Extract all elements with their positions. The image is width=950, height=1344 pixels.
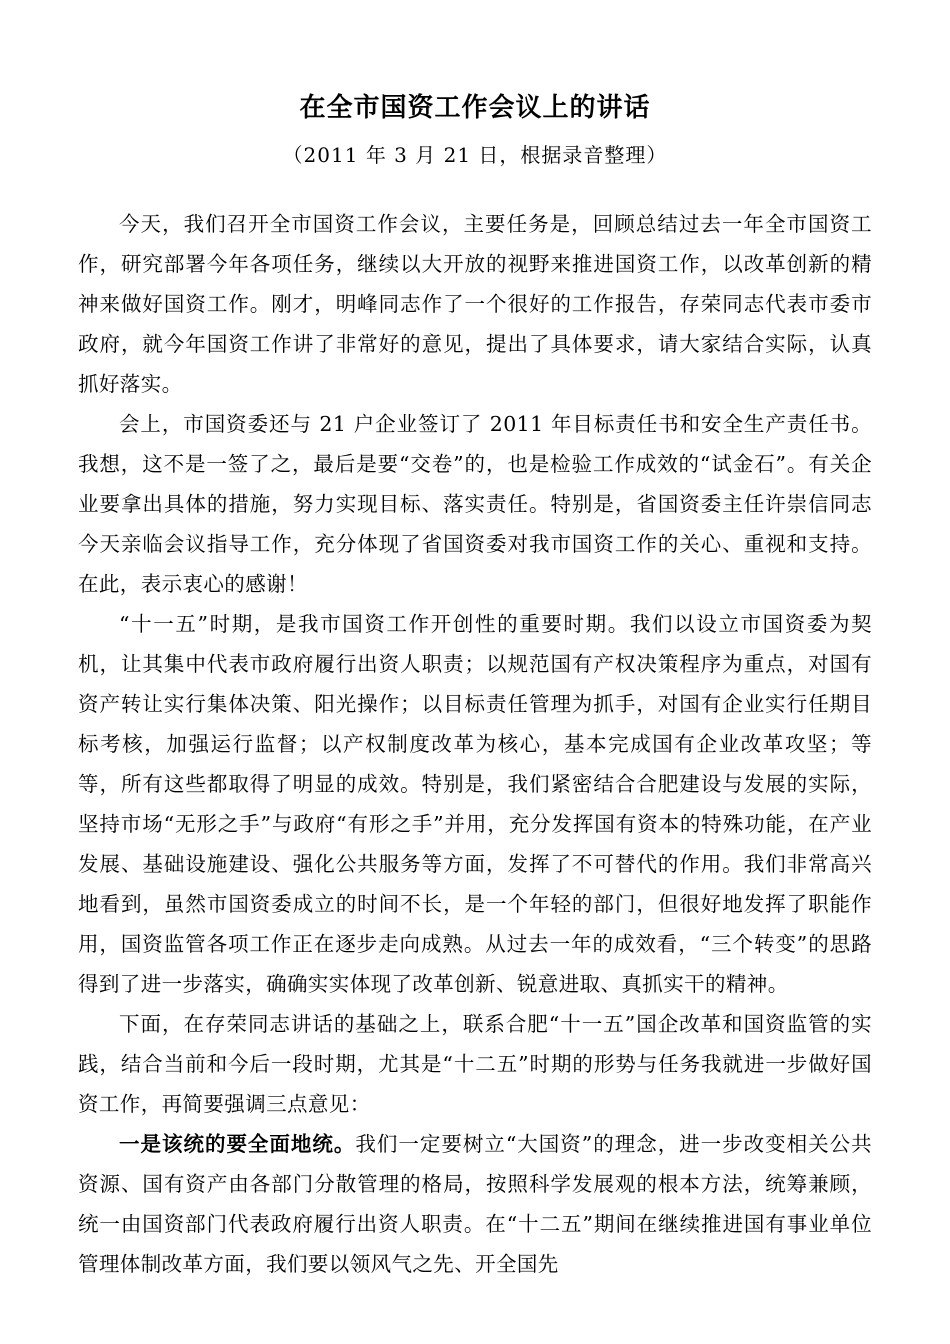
paragraph-text: 我们一定要树立“大国资”的理念，进一步改变相关公共资源、国有资产由各部门分散管理的格局，按照科学发展观的根本方法，统筹兼顾，统一由国资部门代表政府履行出资人职责。在“十二五”期间在继续推进国有事业单位管理体制改革方面，我们要以领风气之先、开全国先 bbox=[78, 1132, 872, 1277]
paragraph-text: 会上，市国资委还与 21 户企业签订了 2011 年目标责任书和安全生产责任书。我想，这不是一签了之，最后是要“交卷”的，也是检验工作成效的“试金石”。有关企业要拿出具体的措施，努力实现目标、落实责任。特别是，省国资委主任许崇信同志今天亲临会议指导工作，充分体现了省国资委对我市国资工作的关心、重视和支持。在此，表示衷心的感谢！ bbox=[78, 412, 872, 597]
paragraph-lead: 一是该统的要全面地统。 bbox=[119, 1132, 356, 1157]
paragraph-5 bbox=[78, 1124, 872, 1284]
paragraph-text: “十一五”时期，是我市国资工作开创性的重要时期。我们以设立市国资委为契机，让其集中代表市政府履行出资人职责；以规范国有产权决策程序为重点，对国有资产转让实行集体决策、阳光操作；以目标责任管理为抓手，对国有企业实行任期目标考核，加强运行监督；以产权制度改革为核心，基本完成国有企业改革攻坚；等等，所有这些都取得了明显的成效。特别是，我们紧密结合合肥建设与发展的实际，坚持市场“无形之手”与政府“有形之手”并用，充分发挥国有资本的特殊功能，在产业发展、基础设施建设、强化公共服务等方面，发挥了不可替代的作用。我们非常高兴地看到，虽然市国资委成立的时间不长，是一个年轻的部门，但很好地发挥了职能作用，国资监管各项工作正在逐步走向成熟。从过去一年的成效看，“三个转变”的思路得到了进一步落实，确确实实体现了改革创新、锐意进取、真抓实干的精神。 bbox=[78, 612, 872, 997]
paragraph-3 bbox=[78, 604, 872, 1004]
paragraph-text: 今天，我们召开全市国资工作会议，主要任务是，回顾总结过去一年全市国资工作，研究部署今年各项任务，继续以大开放的视野来推进国资工作，以改革创新的精神来做好国资工作。刚才，明峰同志作了一个很好的工作报告，存荣同志代表市委市政府，就今年国资工作讲了非常好的意见，提出了具体要求，请大家结合实际，认真抓好落实。 bbox=[78, 212, 872, 397]
document-subtitle: （2011 年 3 月 21 日，根据录音整理） bbox=[282, 143, 668, 168]
document-body bbox=[78, 204, 872, 1284]
paragraph-2 bbox=[78, 404, 872, 604]
page-title: 在全市国资工作会议上的讲话 bbox=[299, 93, 651, 123]
paragraph-4 bbox=[78, 1004, 872, 1124]
paragraph-1 bbox=[78, 204, 872, 404]
paragraph-text: 下面，在存荣同志讲话的基础之上，联系合肥“十一五”国企改革和国资监管的实践，结合当前和今后一段时期，尤其是“十二五”时期的形势与任务我就进一步做好国资工作，再简要强调三点意见： bbox=[78, 1012, 872, 1117]
